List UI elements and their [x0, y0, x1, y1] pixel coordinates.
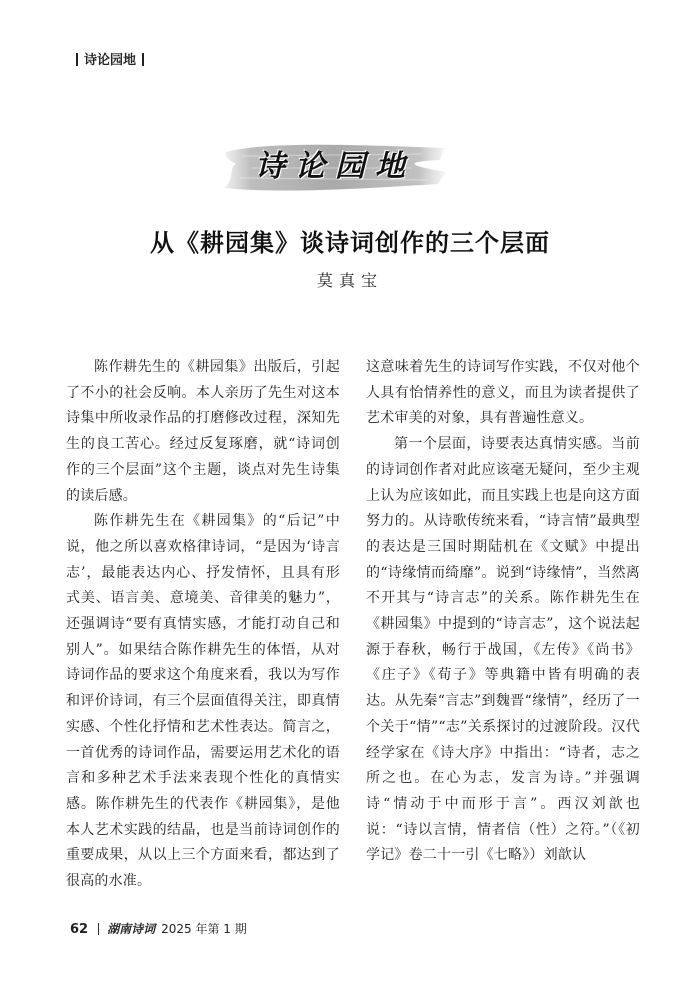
footer-divider: [98, 923, 99, 935]
paragraph: 陈作耕先生在《耕园集》的“后记”中说，他之所以喜欢格律诗词，“是因为‘诗言志’，最能表达内心、抒发情怀，且具有形式美、语言美、意境美、音律美的魅力”，还强调诗“要有真情实感，才能打动自己和别人”。如果结合陈作耕先生的体悟，从对诗词作品的要求这个角度来看，我以为写作和评价诗词，有三个层面值得关注，即真情实感、个性化抒情和艺术性表达。简言之，一首优秀的诗词作品，需要运用艺术化的语言和多种艺术手法来表现个性化的真情实感。陈作耕先生的代表作《耕园集》，是他本人艺术实践的结晶，也是当前诗词创作的重要成果，从以上三个方面来看，都达到了很高的水准。: [66, 513, 340, 890]
right-column: [366, 355, 640, 869]
left-column: [66, 355, 340, 895]
section-banner: [222, 138, 448, 196]
paragraph: 陈作耕先生的《耕园集》出版后，引起了不小的社会反响。本人亲历了先生对这本诗集中所收录作品的打磨修改过程，深知先生的良工苦心。经过反复琢磨，就“诗词创作的三个层面”这个主题，谈点对先生诗集的读后感。: [66, 359, 340, 504]
banner-title: 诗论园地: [255, 149, 415, 184]
column-tag-text: 诗论园地: [84, 53, 137, 68]
page-number: 62: [70, 922, 89, 937]
page-footer: [70, 920, 247, 937]
article-title: 从《耕园集》谈诗词创作的三个层面: [150, 228, 550, 257]
magazine-name: 湖南诗词: [107, 922, 156, 936]
issue-label: 2025 年第 1 期: [161, 922, 247, 936]
article-author: 莫真宝: [316, 271, 383, 290]
column-tag: [76, 49, 144, 68]
paragraph-continued: 这意味着先生的诗词写作实践，不仅对他个人具有怡情养性的意义，而且为读者提供了艺术审美的对象，具有普遍性意义。: [366, 359, 640, 427]
tag-bar-right: [142, 53, 144, 66]
tag-bar-left: [76, 53, 78, 66]
paragraph: 第一个层面，诗要表达真情实感。当前的诗词创作者对此应该毫无疑问，至少主观上认为应该如此，而且实践上也是向这方面努力的。从诗歌传统来看，“诗言情”最典型的表达是三国时期陆机在《文赋》中提出的“诗缘情而绮靡”。说到“诗缘情”，当然离不开其与“诗言志”的关系。陈作耕先生在《耕园集》中提到的“诗言志”，这个说法起源于春秋，畅行于战国，《左传》《尚书》《庄子》《荀子》等典籍中皆有明确的表达。从先秦“言志”到魏晋“缘情”，经历了一个关于“情”“志”关系探讨的过渡阶段。汉代经学家在《诗大序》中指出：“诗者，志之所之也。在心为志，发言为诗。”并强调诗“情动于中而形于言”。西汉刘歆也说：“诗以言情，情者信（性）之符。”（《初学记》卷二十一引《七略》）刘歆认: [366, 436, 640, 864]
